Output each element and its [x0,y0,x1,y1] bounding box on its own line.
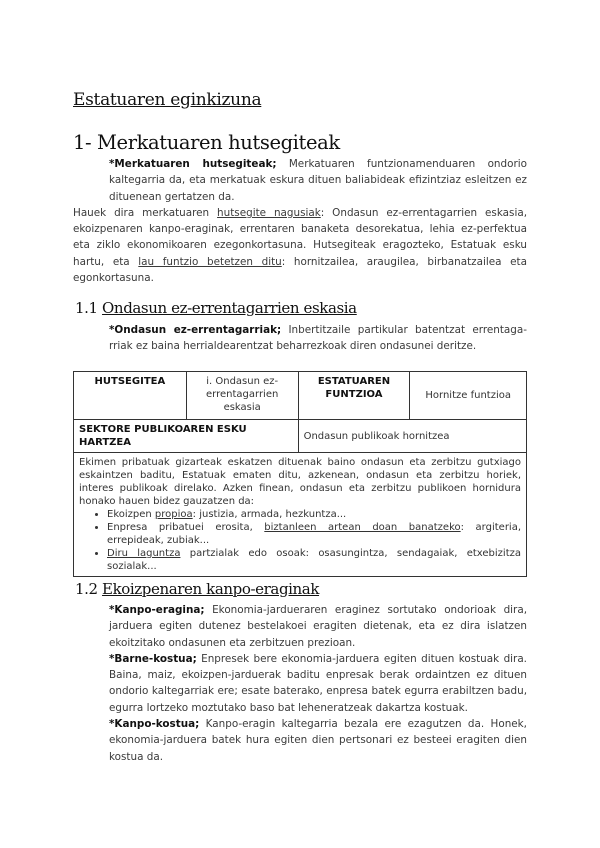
header-funtzioa: ESTATUAREN FUNTZIOA [298,372,410,420]
underlined-text: hutsegite nagusiak [217,206,321,219]
list-item: • Ekoizpen propioa: justizia, armada, hezkuntza... [107,508,521,521]
value-funtzioa: Hornitze funtzioa [410,372,527,420]
document-title: Estatuaren eginkizuna [73,90,262,110]
text: Ekonomia-jardueraren eraginez sortutako ondorioak dira, jarduera egiten dutenez bestelakoei eragiten dietenak, eta ez dira islatzen ekoitzitako ondasunen eta zerbitzuen prezioan. [109,604,527,649]
term: *Merkatuaren hutsegiteak; [109,158,277,170]
header-hutsegitea: HUTSEGITEA [74,372,187,420]
section-heading-1: 1- Merkatuaren hutsegiteak [73,131,340,154]
table-body-text: Ekimen pribatuak gizarteak eskatzen dituenak baino ondasun eta zerbitzu gutxiago eskaintzen baditu, Estatuak ematen ditu, azkenean, ondasun eta zerbitzu horiek, interes publikoak direlako. Azken finean, ondasun eta zerbitzu publikoen hornidura honako hauen bidez gauzatzen da: [79,457,521,507]
term: *Kanpo-kostua; [109,718,200,731]
summary-table [73,371,527,577]
list-item: • Diru laguntza partzialak edo osoak: osasungintza, sendagaiak, etxebizitza sozialak... [107,547,521,573]
table-body-cell [74,453,527,577]
text: Enpresek bere ekonomia-jarduera egiten dituen kostuak dira. Baina, maiz, ekoizpen-jarduerak baditu enpresak berak ordaintzen ez dituen ondorio kaltegarriak ere; esate baterako, enpresa batek egurra erabiltzen badu, egurra lortzeko moztutako baso bat leheneratzeak dakartza kostuak. [109,652,527,714]
bullet-list [79,508,521,573]
text: Hauek dira merkatuaren [73,206,218,219]
header-esku-hartzea: SEKTORE PUBLIKOAREN ESKU HARTZEA [74,420,299,453]
section-heading-1-2 [75,580,319,598]
text: Kanpo-eragin kaltegarria bezala ere ezagutzen da. Honek, ekonomia-jarduera batek hura egiten dien pertsonari ez besteei eragiten dien kostua da. [109,718,527,763]
text: : Ondasun ez-errentagarrien eskasia, ekoizpenaren kanpo-eraginak, errentaren banaketa desorekatua, lehia ez-perfektua eta ziklo ekonomikoaren ezegonkortasuna. Hutsegiteak eragozteko, Estatuak esku hartu, eta [73,206,528,268]
section-number: 1.1 [75,299,103,317]
term: *Ondasun ez-errentagarriak; [109,324,282,336]
section-title: Ekoizpenaren kanpo-eraginak [102,580,320,598]
term: *Kanpo-eragina; [109,604,205,616]
paragraph-kanpo-eraginak [73,602,527,765]
list-item: • Enpresa pribatuei erosita, biztanleen artean doan banatzeko: argiteria, errepideak, zubiak... [107,521,521,547]
text: : hornitzailea, araugilea, birbanatzailea eta egonkortasuna. [73,255,527,285]
section-title: Ondasun ez-errentagarrien eskasia [102,299,357,317]
text: Inbertitzaile partikular batentzat errentaga-rriak ez baina herrialdearentzat beharrezkoak diren ondasunei deritze. [109,324,527,353]
paragraph-ondasun-ez-errentagarriak [73,322,527,355]
section-number: 1.2 [75,580,103,598]
value-esku-hartzea: Ondasun publikoak hornitzea [298,420,526,453]
text: Merkatuaren funtzionamenduaren ondorio kaltegarria da, eta merkatuak eskura dituen baliabideak efizintziaz esleitzen ez dituenean gertatzen da. [109,158,527,203]
value-hutsegitea: i. Ondasun ez-errentagarrien eskasia [186,372,298,420]
term: *Barne-kostua; [109,652,197,665]
underlined-text: lau funtzio betetzen ditu [138,255,282,268]
paragraph-merkatuaren-hutsegiteak [73,156,527,286]
section-heading-1-1 [75,299,357,317]
